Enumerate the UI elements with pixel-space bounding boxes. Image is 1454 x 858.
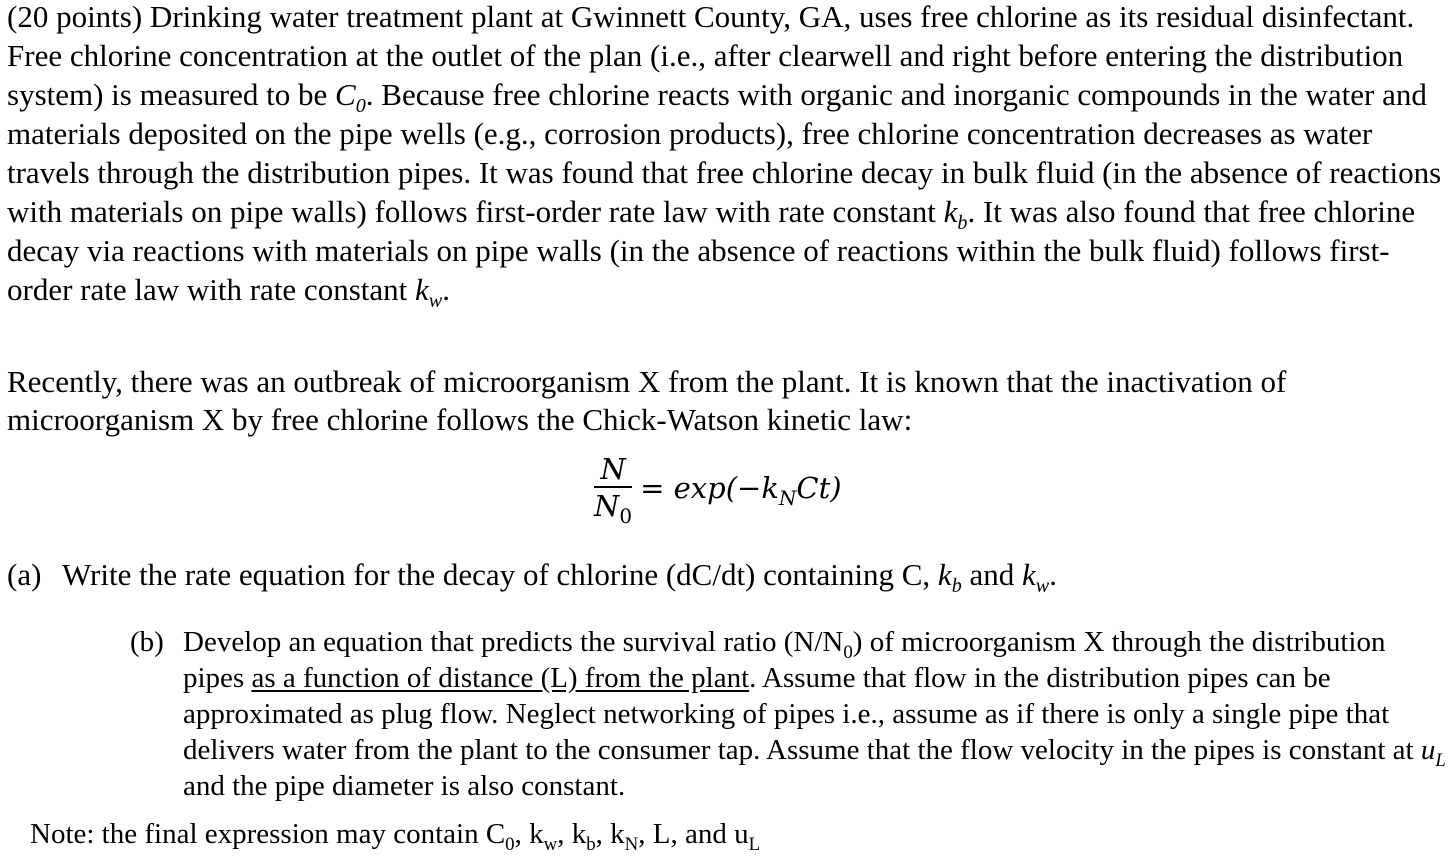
question-a-text: Write the rate equation for the decay of chlorine (dC/dt) containing C, <box>62 557 938 592</box>
question-a-label: (a) <box>7 557 42 592</box>
ul-variable: $u_L$ <box>1420 734 1446 771</box>
outbreak-paragraph: Recently, there was an outbreak of microorganism X from the plant. It is known that the inactivation of microorganism X by free chlorine follows the Chick-Watson kinetic law: <box>7 364 1287 437</box>
fraction-numerator: N <box>600 452 626 486</box>
note-line: Note: the final expression may contain $C_0$, $k_w$, $k_b$, $k_N$, L, and $u_L$ <box>30 818 761 855</box>
intro-text-1: (20 points) Drinking water treatment plant at Gwinnett County, GA, uses free chlorine as its residual disinfectant. Free chlorine concentration at the outlet of the plan (i.e., after clearwell and right before entering the distribution system) is measured to be <box>7 0 1415 112</box>
underlined-phrase: as a function of distance (L) from the plant <box>251 662 750 694</box>
question-b <box>130 624 1450 804</box>
c0-variable: $C_0$ <box>335 77 366 118</box>
equation-rhs: = $\exp(-k_NCt)$ <box>640 471 842 510</box>
intro-text-3: . It was also found that free chlorine decay via reactions with materials on pipe walls (in the absence of reactions within the bulk fluid) follows first-order rate law with rate constant <box>7 194 1416 307</box>
question-a-kw: $k_w$ <box>1022 557 1050 598</box>
kb-variable: $k_b$ <box>943 194 968 235</box>
problem-intro-paragraph <box>7 0 1452 313</box>
fraction-denominator: $N_0$ <box>594 489 633 528</box>
intro-text-4: . <box>442 272 450 307</box>
question-b-label: (b) <box>130 626 164 658</box>
question-a-kb: $k_b$ <box>937 557 962 598</box>
question-a-end: . <box>1049 557 1057 592</box>
question-a <box>7 556 1057 598</box>
question-a-and: and <box>961 557 1023 592</box>
chick-watson-equation <box>594 452 842 528</box>
intro-text-2: . Because free chlorine reacts with organic and inorganic compounds in the water and materials deposited on the pipe wells (e.g., corrosion products), free chlorine concentration decreases as water travels through the distribution pipes. It was found that free chlorine decay in bulk fluid (in the absence of reactions with materials on pipe walls) follows first-order rate law with rate constant <box>7 77 1442 229</box>
question-b-text: Develop an equation that predicts the survival ratio $(N/N_0)$ of microorganism X through the distribution pipes as a function of distance (L) from the plant. Assume that flow in the distribution pipes can be approximated as plug flow. Neglect networking of pipes i.e., assume as if there is only a single pipe that delivers water from the plant to the consumer tap. Assume that the flow velocity in the pipes is constant at $u_L$ and the pipe diameter is also constant. <box>183 626 1446 802</box>
survival-fraction <box>594 452 633 528</box>
kw-variable: $k_w$ <box>415 272 443 313</box>
